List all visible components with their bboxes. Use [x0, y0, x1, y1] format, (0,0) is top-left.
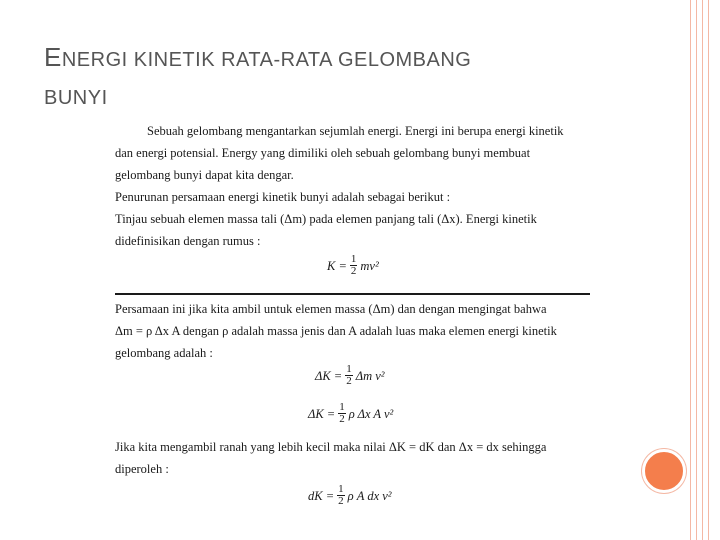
eq2-fraction: [345, 364, 353, 387]
title-line-2: BUNYI: [44, 87, 108, 109]
decorative-circle: [642, 449, 686, 493]
title-line-1: NERGI KINETIK RATA-RATA GELOMBANG: [61, 49, 472, 71]
eq2-rhs: Δm v²: [355, 368, 385, 383]
p1-line-1: Sebuah gelombang mengantarkan sejumlah energi. Energi ini berupa energi kinetik: [147, 124, 564, 138]
eq1-numerator: 1: [350, 253, 357, 265]
eq1-fraction: [350, 254, 358, 277]
p1-line-3: gelombang bunyi dapat kita dengar.: [115, 168, 294, 182]
p3-line-2: didefinisikan dengan rumus :: [115, 234, 261, 248]
p5-line-1: Jika kita mengambil ranah yang lebih kecil maka nilai ΔK = dK dan Δx = dx sehingga: [115, 440, 547, 454]
eq3-lhs: ΔK =: [308, 406, 336, 421]
equation-2: [315, 364, 385, 387]
p1-line-2: dan energi potensial. Energy yang dimiliki oleh sebuah gelombang bunyi membuat: [115, 146, 531, 160]
p5-line-2: diperoleh :: [115, 462, 169, 476]
title-initial: E: [44, 42, 62, 72]
eq4-lhs: dK =: [308, 488, 335, 503]
eq2-denominator: 2: [346, 375, 352, 387]
p3-line-1: Tinjau sebuah elemen massa tali (Δm) pada elemen panjang tali (Δx). Energi kinetik: [115, 212, 537, 226]
p2-line-1: Penurunan persamaan energi kinetik bunyi adalah sebagai berikut :: [115, 190, 451, 204]
eq4-numerator: 1: [338, 483, 344, 495]
equation-1: [327, 254, 379, 277]
equation-3: [308, 402, 393, 425]
p4-line-1: Persamaan ini jika kita ambil untuk elemen massa (Δm) dan dengan mengingat bahwa: [115, 302, 547, 316]
eq3-fraction: [338, 402, 346, 425]
separator-line: [115, 293, 590, 295]
p4-line-2: Δm = ρ Δx A dengan ρ adalah massa jenis dan A adalah luas maka elemen energi kinetik: [115, 324, 557, 338]
decorative-side-lines: [688, 0, 720, 540]
slide-title: [44, 38, 644, 117]
eq3-denominator: 2: [339, 413, 345, 425]
eq4-rhs: ρ A dx v²: [347, 488, 392, 503]
eq1-rhs: mv²: [360, 258, 379, 273]
eq4-denominator: 2: [338, 495, 344, 507]
eq2-numerator: 1: [346, 363, 352, 375]
eq4-fraction: [337, 484, 345, 507]
equation-4: [308, 484, 392, 507]
eq2-lhs: ΔK =: [315, 368, 343, 383]
eq1-denominator: 2: [350, 265, 357, 277]
p4-line-3: gelombang adalah :: [115, 346, 213, 360]
eq3-rhs: ρ Δx A v²: [348, 406, 394, 421]
eq1-lhs: K =: [327, 258, 347, 273]
eq3-numerator: 1: [339, 401, 345, 413]
